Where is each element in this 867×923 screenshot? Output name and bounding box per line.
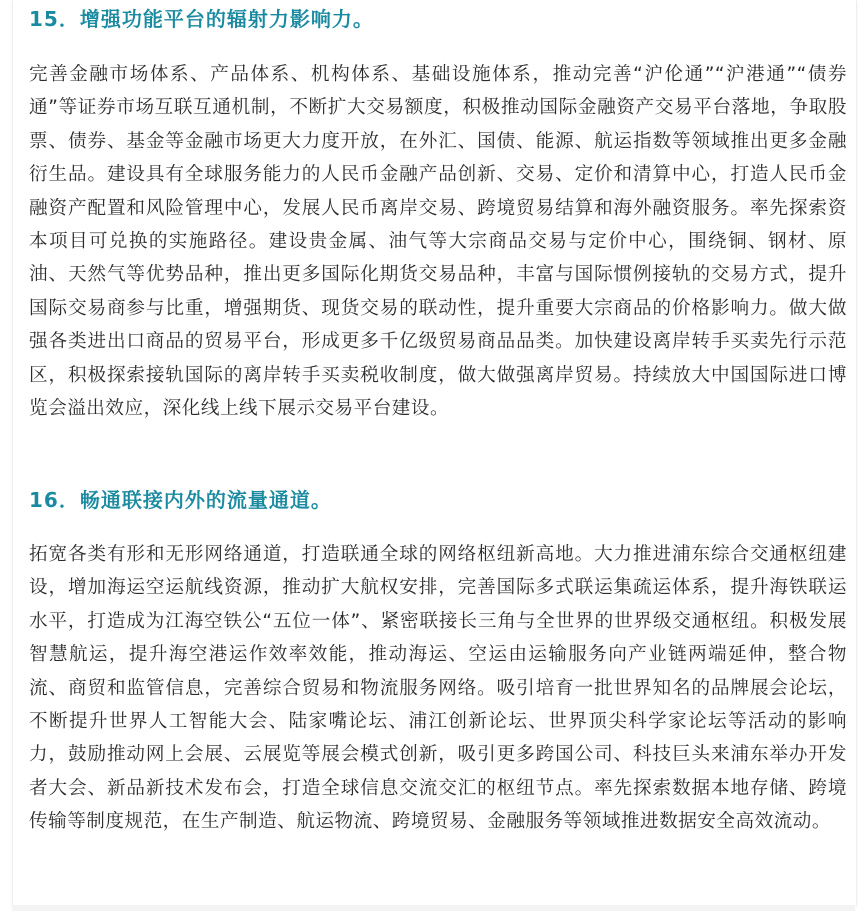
section-15-paragraph: 完善金融市场体系、产品体系、机构体系、基础设施体系，推动完善“沪伦通”“沪港通”“债券通”等证券市场互联互通机制，不断扩大交易额度，积极推动国际金融资产交易平台落地，争取股票、债券、基金等金融市场更大力度开放，在外汇、国债、能源、航运指数等领域推出更多金融衍生品。建设具有全球服务能力的人民币金融产品创新、交易、定价和清算中心，打造人民币金融资产配置和风险管理中心，发展人民币离岸交易、跨境贸易结算和海外融资服务。率先探索资本项目可兑换的实施路径。建设贵金属、油气等大宗商品交易与定价中心，围绕铜、钢材、原油、天然气等优势品种，推出更多国际化期货交易品种，丰富与国际惯例接轨的交易方式，提升国际交易商参与比重，增强期货、现货交易的联动性，提升重要大宗商品的价格影响力。做大做强各类进出口商品的贸易平台，形成更多千亿级贸易商品品类。加快建设离岸转手买卖先行示范区，积极探索接轨国际的离岸转手买卖税收制度，做大做强离岸贸易。持续放大中国国际进口博览会溢出效应，深化线上线下展示交易平台建设。 bbox=[29, 64, 847, 420]
section-15-heading: 15．增强功能平台的辐射力影响力。 bbox=[29, 7, 374, 31]
section-16-paragraph: 拓宽各类有形和无形网络通道，打造联通全球的网络枢纽新高地。大力推进浦东综合交通枢纽建设，增加海运空运航线资源，推动扩大航权安排，完善国际多式联运集疏运体系，提升海铁联运水平，打造成为江海空铁公“五位一体”、紧密联接长三角与全世界的世界级交通枢纽。积极发展智慧航运，提升海空港运作效率效能，推动海运、空运由运输服务向产业链两端延伸，整合物流、商贸和监管信息，完善综合贸易和物流服务网络。吸引培育一批世界知名的品牌展会论坛，不断提升世界人工智能大会、陆家嘴论坛、浦江创新论坛、世界顶尖科学家论坛等活动的影响力，鼓励推动网上会展、云展览等展会模式创新，吸引更多跨国公司、科技巨头来浦东举办开发者大会、新品新技术发布会，打造全球信息交流交汇的枢纽节点。率先探索数据本地存储、跨境传输等制度规范，在生产制造、航运物流、跨境贸易、金融服务等领域推进数据安全高效流动。 bbox=[29, 544, 847, 833]
article-card bbox=[12, 0, 857, 905]
section-16-heading: 16．畅通联接内外的流量通道。 bbox=[29, 488, 332, 512]
card-bottom-divider bbox=[12, 905, 855, 911]
